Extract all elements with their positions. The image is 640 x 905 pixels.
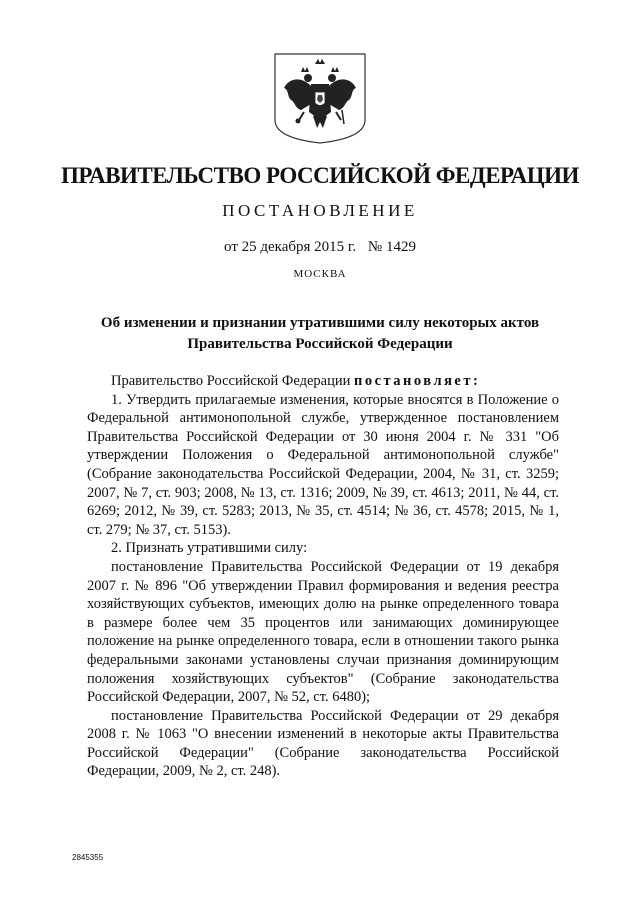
document-heading: Об изменении и признании утратившими силу некоторых актов Правительства Российской Федерации <box>100 315 540 352</box>
document-type: ПОСТАНОВЛЕНИЕ <box>222 201 418 220</box>
paragraph-3: постановление Правительства Российской Федерации от 19 декабря 2007 г. № 896 "Об утверждении Правил формирования и ведения реестра хозяйствующих субъектов, имеющих долю на рынке определенного товара в размере более чем 35 процентов или занимающих доминирующее положение на рынке определенного товара, если в отношении такого рынка федеральными законами установлены случаи признания доминирующим положения хозяйствующих субъектов" (Собрание законодательства Российской Федерации, 2007, № 52, ст. 6480); <box>87 558 559 706</box>
document-number: 1429 <box>385 239 416 255</box>
document-date: 25 декабря 2015 г. <box>241 239 357 255</box>
number-sign: № <box>367 239 383 255</box>
intro-verb: постановляет: <box>353 373 481 389</box>
paragraph-4: постановление Правительства Российской Федерации от 29 декабря 2008 г. № 1063 "О внесении изменений в некоторые акты Правительства Российской Федерации" (Собрание законодательства Российской Федерации, 2009, № 2, ст. 248). <box>87 707 559 780</box>
intro-paragraph <box>87 372 559 391</box>
document-date-line <box>0 239 640 256</box>
date-prefix: от <box>224 239 238 255</box>
document-code: 2845355 <box>72 853 104 862</box>
coat-of-arms-icon <box>271 50 369 146</box>
intro-subject: Правительство Российской Федерации <box>111 373 351 389</box>
government-title: ПРАВИТЕЛЬСТВО РОССИЙСКОЙ ФЕДЕРАЦИИ <box>61 163 579 188</box>
document-body <box>87 372 559 781</box>
paragraph-2: 2. Признать утратившими силу: <box>111 540 308 557</box>
city: МОСКВА <box>293 268 347 280</box>
paragraph-1: 1. Утвердить прилагаемые изменения, которые вносятся в Положение о Федеральной антимонопольной службе, утвержденное постановлением Правительства Российской Федерации от 30 июня 2004 г. № 331 "Об утверждении Положения о Федеральной антимонопольной службе" (Собрание законодательства Российской Федерации, 2004, № 31, ст. 3259; 2007, № 7, ст. 903; 2008, № 13, ст. 1316; 2009, № 39, ст. 4613; 2011, № 44, ст. 6269; 2012, № 39, ст. 5283; 2013, № 35, ст. 4514; № 36, ст. 4578; 2015, № 1, ст. 279; № 37, ст. 5153). <box>87 391 559 538</box>
